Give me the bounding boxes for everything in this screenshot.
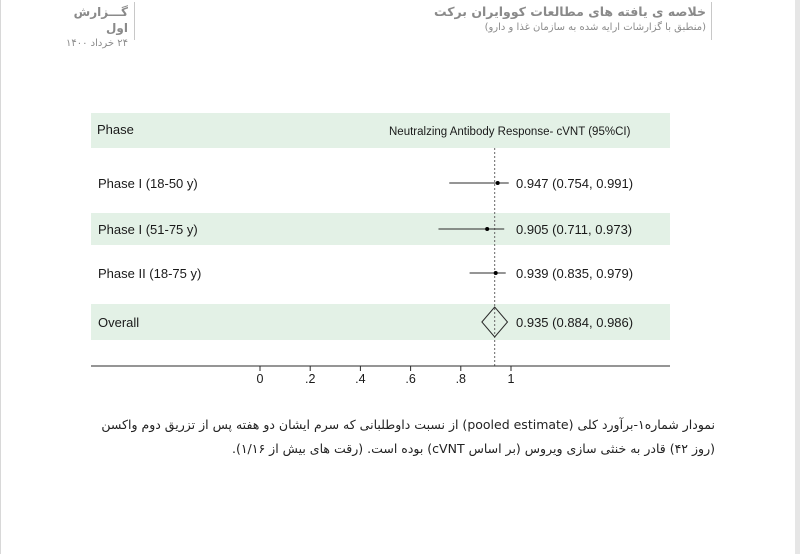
overall-label: Overall <box>98 315 140 330</box>
overall-estimate-text: 0.935 (0.884, 0.986) <box>516 315 634 330</box>
column-header-phase: Phase <box>97 122 134 137</box>
x-tick-label: .2 <box>304 372 316 386</box>
point-estimate <box>496 181 500 185</box>
point-estimate <box>485 227 489 231</box>
row-estimate-text: 0.947 (0.754, 0.991) <box>516 176 634 191</box>
row-label: Phase I (51-75 y) <box>98 222 198 237</box>
row-estimate-text: 0.939 (0.835, 0.979) <box>516 266 634 281</box>
report-title: خلاصه ی یافته های مطالعات کووایران برکت <box>434 4 706 19</box>
column-header-response: Neutralzing Antibody Response- cVNT (95%CI) <box>389 126 631 138</box>
report-date: ۲۴ خرداد ۱۴۰۰ <box>66 38 128 49</box>
row-label: Phase I (18-50 y) <box>98 176 198 191</box>
point-estimate <box>494 271 498 275</box>
x-tick-label: 0 <box>256 372 264 386</box>
row-estimate-text: 0.905 (0.711, 0.973) <box>516 222 633 237</box>
caption-line-1: نمودار شماره۱-برآورد کلی (pooled estimate) از نسبت داوطلبانی که سرم ایشان دو هفته پس از تزریق دوم واکسن <box>101 417 715 432</box>
caption-line-2: (روز ۴۲) قادر به خنثی سازی ویروس (بر اساس cVNT) بوده است. (رقت های بیش از ۱/۱۶). <box>231 441 715 456</box>
report-number: گـــزارش اول <box>73 5 128 35</box>
x-tick-label: .4 <box>355 372 366 386</box>
x-tick-label: 1 <box>507 372 515 386</box>
row-label: Phase II (18-75 y) <box>98 266 202 281</box>
report-subtitle: (منطبق با گزارشات ارایه شده به سازمان غذا و دارو) <box>484 22 706 33</box>
figure-caption <box>50 413 715 461</box>
x-tick-label: .6 <box>405 372 416 386</box>
x-tick-label: .8 <box>455 372 467 386</box>
